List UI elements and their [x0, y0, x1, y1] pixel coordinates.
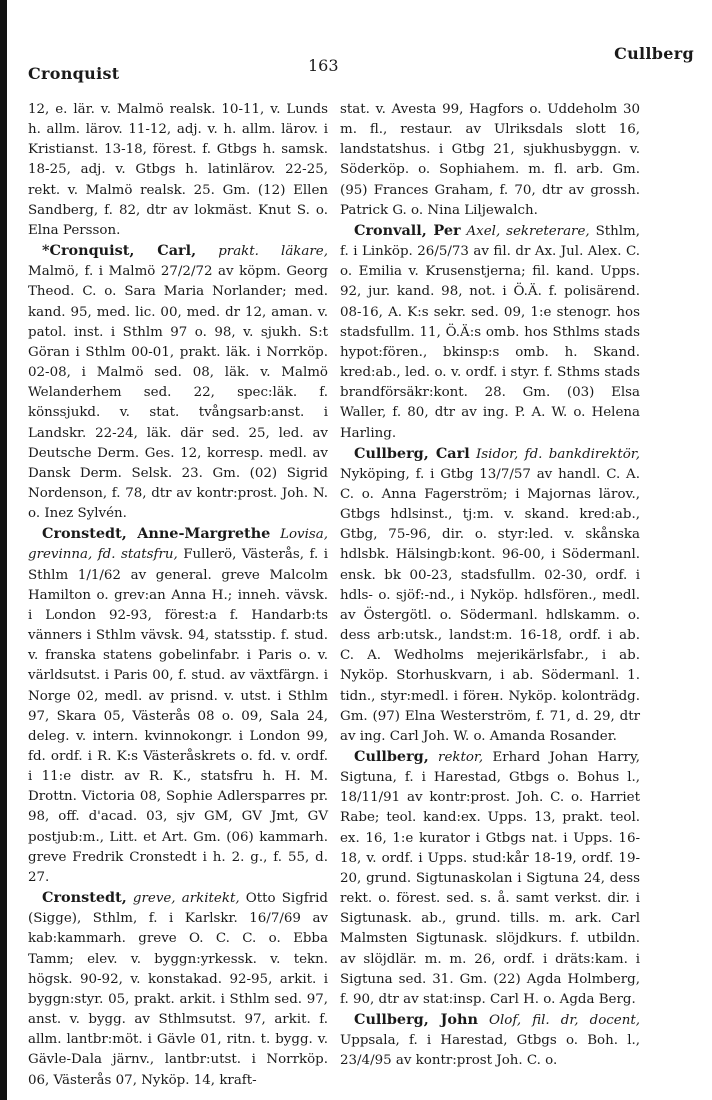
page-number: 163: [308, 56, 339, 75]
entry-text: Sthlm, f. i Linköp. 26/5/73 av fil. dr Ax. Jul. Alex. C. o. Emilia v. Krusenstjerna; fil. kand. Upps. 92, jur. kand. 98, not. i Ö.Ä. f. polisärend. 08-16, A. K:s sekr. sed. 09, 1:e stenogr. hos stadsfullm. 11, Ö.Ä:s omb. hos Sthlms stads hypot:fören., bkinsp:s omb. h. Skand. kred:ab., led. o. v. ordf. i styr. f. Sthms stads brandförsäkr:kont. 28. Gm. (03) Elsa Waller, f. 80, dtr av ing. P. A. W. o. Helena Harling.: [340, 223, 640, 441]
entry-role: Axel, sekreterare,: [466, 223, 590, 239]
dictionary-page: [28, 38, 694, 1088]
entry-name: Cullberg, Carl: [354, 444, 470, 462]
entry-text: 12, e. lär. v. Malmö realsk. 10-11, v. Lunds h. allm. lärov. 11-12, adj. v. h. allm. lärov. i Kristianst. 13-18, förest. f. Gtbgs h. samsk. 18-25, adj. v. Gtbgs h. latinlärov. 22-25, rekt. v. Malmö realsk. 25. Gm. (12) Ellen Sandberg, f. 82, dtr av lokmäst. Knut S. o. Elna Persson.: [28, 102, 328, 238]
entry-name: Cronvall, Per: [354, 221, 461, 239]
header-left-word: Cronquist: [28, 64, 120, 83]
entry-name: Cronstedt, Anne-Margrethe: [42, 525, 271, 543]
right-column: [340, 100, 640, 1072]
entry-text: Fullerö, Västerås, f. i Sthlm 1/1/62 av general. greve Malcolm Hamilton o. grev:an Anna H.; inneh. vävsk. i London 92-93, förest:a f. Handarb:ts vänners i Sthlm vävsk. 94, statsstip. f. stud. v. franska statens gobelinfabr. i Paris o. v. världsutst. i Paris 00, f. stud. av växtfärgn. i Norge 02, medl. av prisnd. v. utst. i Sthlm 97, Skara 05, Västerås 08 o. 09, Sala 24, deleg. v. intern. kvinnokongr. i London 99, fd. ordf. i R. K:s Västeråskrets o. fd. v. ordf. i 11:e distr. av R. K., statsfru h. H. M. Drottn. Victoria 08, Sophie Adlersparres pr. 98, off. d'acad. 03, sjv GM, GV Jmt, GV postjub:m., Litt. et Art. Gm. (06) kammarh. greve Fredrik Cronstedt i h. 2. g., f. 55, d. 27.: [28, 547, 328, 885]
header-right-word: Cullberg: [614, 44, 694, 63]
entry-cullberg-john: [340, 1010, 640, 1071]
left-column: [28, 100, 328, 1091]
scan-edge: [0, 0, 7, 1100]
entry-name: Cullberg, John: [354, 1011, 478, 1029]
entry-text: Nyköping, f. i Gtbg 13/7/57 av handl. C. A. C. o. Anna Fagerström; i Majornas lärov., Gtbgs hdlsinst., tj:m. v. skand. kred:ab., Gtbg, 75-96, dir. o. styr:led. v. skånska hdlsbk. Hälsingb:kont. 96-00, i Södermanl. ensk. bk 00-23, stadsfullm. 02-30, ordf. i hdls- o. sjöf:-nd., i Nyköp. hdlsfören., medl. av Östergötl. o. Södermanl. hdlskamm. o. dess arb:utsk., landst:m. 16-18, ordf. i ab. C. A. Wedholms mejerikärlsfabr., i ab. Nyköp. Storhuskvarn, i ab. Södermanl. 1. tidn., styr:medl. i föreн. Nyköp. kolonträdg. Gm. (97) Elna Westerström, f. 71, d. 29, dtr av ing. Carl Joh. W. o. Amanda Rosander.: [340, 466, 640, 744]
entry-text: Otto Sigfrid (Sigge), Sthlm, f. i Karlskr. 16/7/69 av kab:kammarh. greve O. C. C. o. Ebba Tamm; elev. v. byggn:yrkessk. v. tekn. högsk. 90-92, v. konstakad. 92-95, arkit. i byggn:styr. 05, prakt. arkit. i Sthlm sed. 97, anst. v. bygg. av Sthlmsutst. 97, arkit. f. allm. lantbr:möt. i Gävle 01, ritn. t. bygg. v. Gävle-Dala järnv., lantbr:utst. i Norrköp. 06, Västerås 07, Nyköp. 14, kraft-: [28, 891, 328, 1088]
entry-cronvall-per: [340, 221, 640, 444]
entry-role: Isidor, fd. bankdirektör,: [476, 446, 640, 462]
running-header: [28, 38, 694, 86]
entry-cronstedt-anne-margrethe: [28, 524, 328, 888]
entry-cronquist-carl: [28, 241, 328, 524]
entry-name: Cullberg,: [354, 748, 429, 765]
entry-text: stat. v. Avesta 99, Hagfors o. Uddeholm 30 m. fl., restaur. av Ulriksdals slott 16, landstatshus. i Gtbg 21, sjukhusbyggn. v. Söderköp. o. Sophiahem. m. fl. arb. Gm. (95) Frances Graham, f. 70, dtr av grossh. Patrick G. o. Nina Liljewalch.: [340, 102, 640, 218]
entry-role: prakt. läkare,: [218, 244, 328, 260]
entry-cullberg-harry: [340, 747, 640, 1010]
entry-role: rektor,: [438, 750, 484, 765]
entry-name: *Cronquist, Carl,: [42, 242, 197, 260]
entry-cronstedt-otto: [28, 888, 328, 1091]
entry-role: Olof, fil. dr, docent,: [489, 1013, 640, 1029]
entry-cullberg-carl: [340, 444, 640, 747]
entry-role: greve, arkitekt,: [132, 891, 240, 907]
entry-text: Erhard Johan Harry, Sigtuna, f. i Harestad, Gtbgs o. Bohus l., 18/11/91 av kontr:prost. Joh. C. o. Harriet Rabe; teol. kand:ex. Upps. 13, prakt. teol. ex. 16, 1:e kurator i Gtbgs nat. i Upps. 16-18, v. ordf. i Upps. stud:kår 18-19, ordf. 19-20, grund. Sigtunaskolan i Sigtuna 24, dess rekt. o. förest. sed. s. å. samt verkst. dir. i Sigtunask. ab., grund. tills. m. ark. Carl Malmsten Sigtunask. slöjdkurs. f. utbildn. av slöjdlär. m. m. 26, ordf. i dräts:kam. i Sigtuna sed. 31. Gm. (22) Agda Holmberg, f. 90, dtr av stat:insp. Carl H. o. Agda Berg.: [340, 750, 640, 1007]
entry-continuation: [340, 100, 640, 221]
entry-text: Malmö, f. i Malmö 27/2/72 av köpm. Georg Theod. C. o. Sara Maria Norlander; med. kand. 95, med. lic. 00, med. dr 12, aman. v. patol. inst. i Sthlm 97 o. 98, v. sjukh. S:t Göran i Sthlm 00-01, prakt. läk. i Norrköp. 02-08, i Malmö sed. 08, läk. v. Malmö Welanderhem sed. 22, spec:läk. f. könssjukd. v. stat. tvångsarb:anst. i Landskr. 22-24, läk. där sed. 25, led. av Deutsche Derm. Ges. 12, korresp. medl. av Dansk Derm. Selsk. 23. Gm. (02) Sigrid Nordenson, f. 78, dtr av kontr:prost. Joh. N. o. Inez Sylvén.: [28, 264, 328, 522]
entry-text: Uppsala, f. i Harestad, Gtbgs o. Boh. l., 23/4/95 av kontr:prost Joh. C. o.: [340, 1033, 640, 1069]
entry-name: Cronstedt,: [42, 889, 127, 907]
entry-role: Lovisa, grevinna, fd. statsfru,: [28, 527, 328, 563]
entry-continuation: [28, 100, 328, 241]
